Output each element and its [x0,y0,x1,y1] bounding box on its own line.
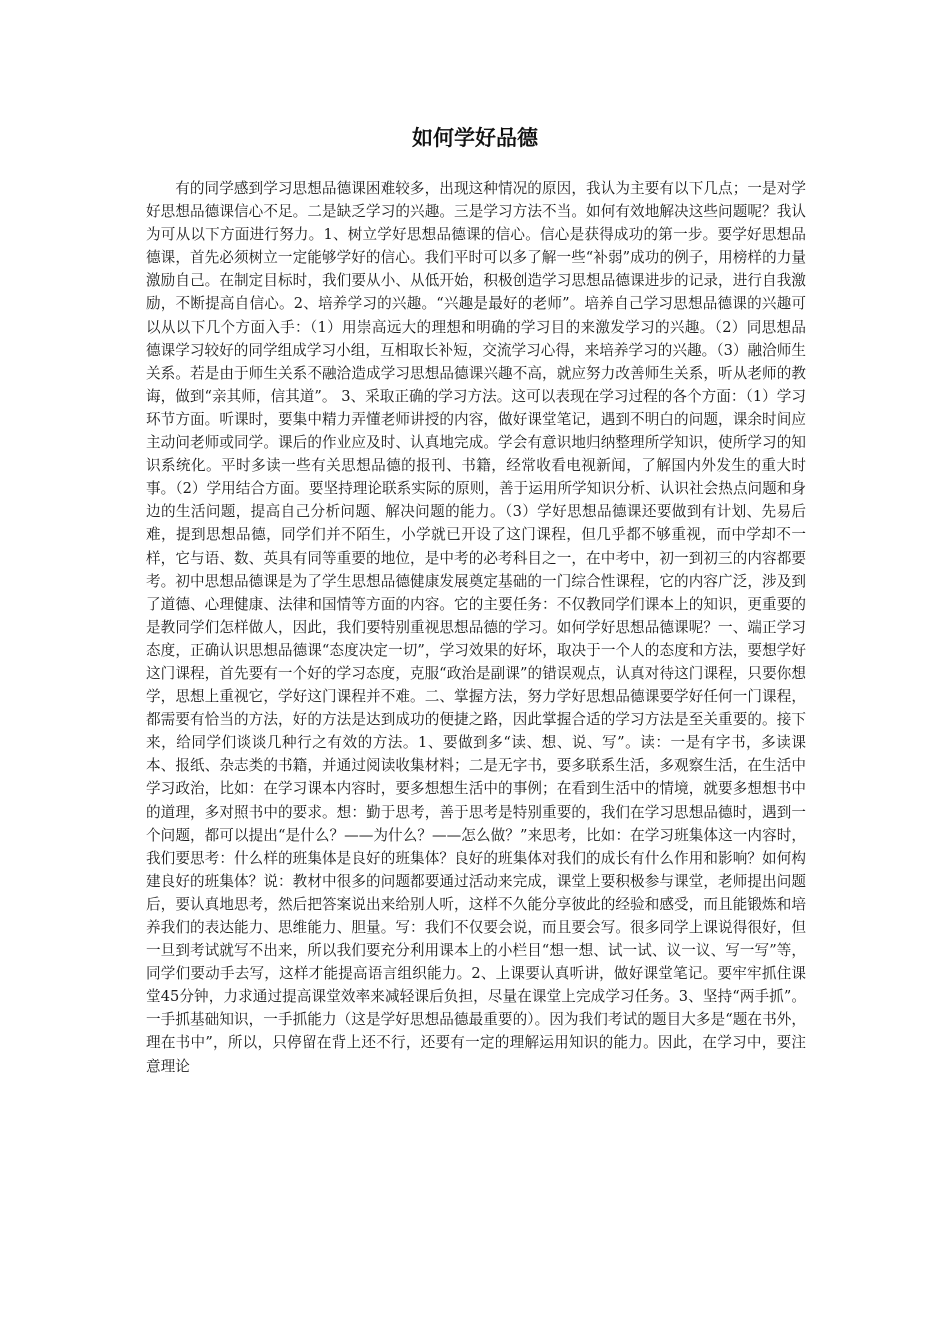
document-title: 如何学好品德 [412,125,538,150]
document-body-paragraph: 有的同学感到学习思想品德课困难较多，出现这种情况的原因，我认为主要有以下几点；一是对学好思想品德课信心不足。二是缺乏学习的兴趣。三是学习方法不当。如何有效地解决这些问题呢？我认为可从以下方面进行努力。1、树立学好思想品德课的信心。信心是获得成功的第一步。要学好思想品德课，首先必须树立一定能够学好的信心。我们平时可以多了解一些“补弱”成功的例子，用榜样的力量激励自己。在制定目标时，我们要从小、从低开始，积极创造学习思想品德课进步的记录，进行自我激励，不断提高自信心。2、培养学习的兴趣。“兴趣是最好的老师”。培养自己学习思想品德课的兴趣可以从以下几个方面入手：（1）用崇高远大的理想和明确的学习目的来激发学习的兴趣。（2）同思想品德课学习较好的同学组成学习小组，互相取长补短，交流学习心得，来培养学习的兴趣。（3）融洽师生关系。若是由于师生关系不融洽造成学习思想品德课兴趣不高，就应努力改善师生关系，听从老师的教诲，做到“亲其师，信其道”。 3、采取正确的学习方法。这可以表现在学习过程的各个方面：（1）学习环节方面。听课时，要集中精力弄懂老师讲授的内容，做好课堂笔记，遇到不明白的问题，课余时间应主动问老师或同学。课后的作业应及时、认真地完成。学会有意识地归纳整理所学知识，使所学习的知识系统化。平时多读一些有关思想品德的报刊、书籍，经常收看电视新闻，了解国内外发生的重大时事。（2）学用结合方面。要坚持理论联系实际的原则，善于运用所学知识分析、认识社会热点问题和身边的生活问题，提高自己分析问题、解决问题的能力。（3）学好思想品德课还要做到有计划、先易后难，提到思想品德，同学们并不陌生，小学就已开设了这门课程，但几乎都不够重视，而中学却不一样，它与语、数、英具有同等重要的地位，是中考的必考科目之一，在中考中，初一到初三的内容都要考。初中思想品德课是为了学生思想品德健康发展奠定基础的一门综合性课程，它的内容广泛，涉及到了道德、心理健康、法律和国情等方面的内容。它的主要任务：不仅教同学们课本上的知识，更重要的是教同学们怎样做人，因此，我们要特别重视思想品德的学习。如何学好思想品德课呢？一、端正学习态度，正确认识思想品德课“态度决定一切”，学习效果的好坏，取决于一个人的态度和方法，要想学好这门课程，首先要有一个好的学习态度，克服“政治是副课”的错误观点，认真对待这门课程，只要你想学，思想上重视它，学好这门课程并不难。二、掌握方法，努力学好思想品德课要学好任何一门课程，都需要有恰当的方法，好的方法是达到成功的便捷之路，因此掌握合适的学习方法是至关重要的。接下来，给同学们谈谈几种行之有效的方法。1、要做到多“读、想、说、写”。读：一是有字书，多读课本、报纸、杂志类的书籍，并通过阅读收集材料；二是无字书，要多联系生活，多观察生活，在生活中学习政治，比如：在学习课本内容时，要多想想生活中的事例；在看到生活中的情境，就要多想想书中的道理，多对照书中的要求。想：勤于思考，善于思考是特别重要的，我们在学习思想品德时，遇到一个问题，都可以提出“是什么？——为什么？——怎么做？”来思考，比如：在学习班集体这一内容时，我们要思考：什么样的班集体是良好的班集体？良好的班集体对我们的成长有什么作用和影响？如何构建良好的班集体？说：教材中很多的问题都要通过活动来完成，课堂上要积极参与课堂，老师提出问题后，要认真地思考，然后把答案说出来给别人听，这样不久能分享彼此的经验和感受，而且能锻炼和培养我们的表达能力、思维能力、胆量。写：我们不仅要会说，而且要会写。很多同学上课说得很好，但一旦到考试就写不出来，所以我们要充分利用课本上的小栏目“想一想、试一试、议一议、写一写”等，同学们要动手去写，这样才能提高语言组织能力。2、上课要认真听讲，做好课堂笔记。要牢牢抓住课堂45分钟，力求通过提高课堂效率来减轻课后负担，尽量在课堂上完成学习任务。3、坚持“两手抓”。一手抓基础知识，一手抓能力（这是学好思想品德最重要的）。因为我们考试的题目大多是“题在书外，理在书中”，所以，只停留在背上还不行，还要有一定的理解运用知识的能力。因此，在学习中，要注意理论 [146,180,806,1075]
